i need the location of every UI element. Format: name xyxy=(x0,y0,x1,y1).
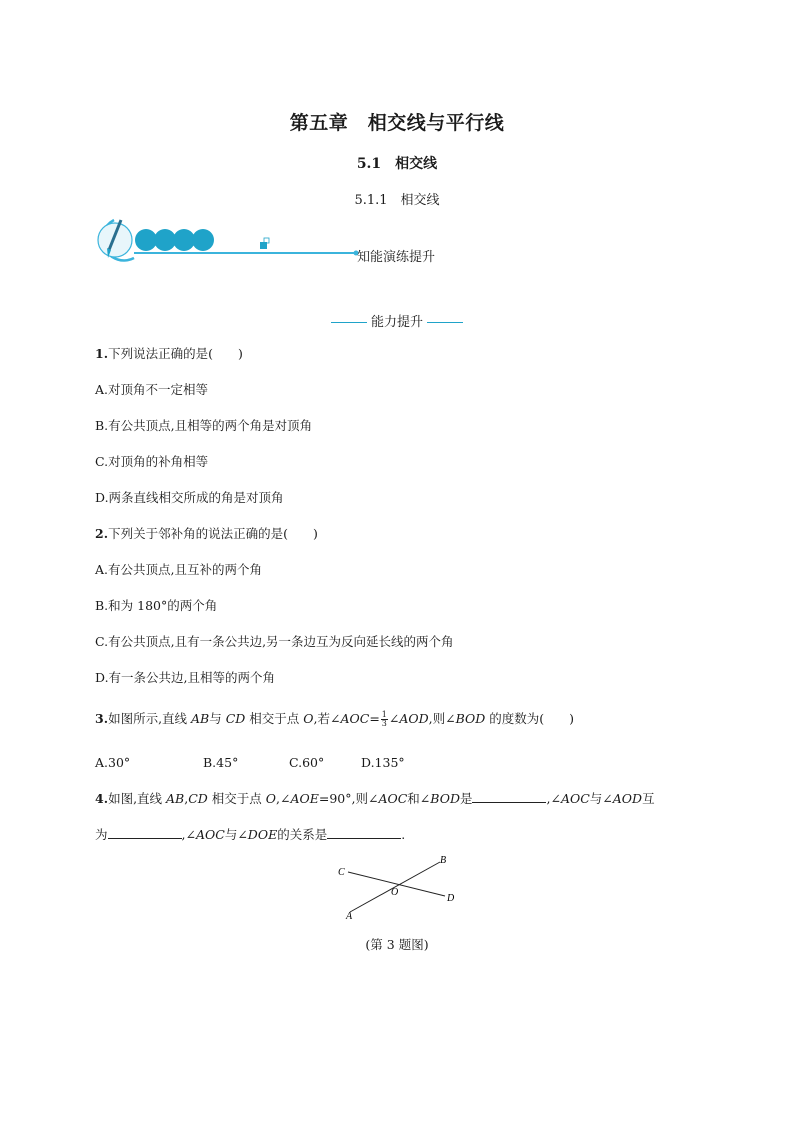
q3-option-a: A.30° xyxy=(95,755,131,770)
heading-line-left xyxy=(331,322,367,323)
label-c: C xyxy=(338,867,345,878)
q2-option-a: A.有公共顶点,且互补的两个角 xyxy=(95,562,262,577)
question-1: 1.下列说法正确的是( ) xyxy=(95,346,243,361)
q2-option-d: D.有一条公共边,且相等的两个角 xyxy=(95,670,276,685)
chapter-title: 第五章 相交线与平行线 xyxy=(289,112,505,134)
label-a: A xyxy=(346,911,353,922)
heading-line-right xyxy=(427,322,463,323)
squares-icon xyxy=(260,238,269,249)
label-o: O xyxy=(391,887,399,898)
answer-blank-2[interactable] xyxy=(108,826,182,839)
question-4-line-1: 4.如图,直线 AB,CD 相交于点 O,∠AOE=90°,则∠AOC和∠BOD是 ,∠AOC与∠AOD互 xyxy=(95,791,655,806)
ability-label: 能力提升 xyxy=(370,315,423,330)
q1-option-b: B.有公共顶点,且相等的两个角是对顶角 xyxy=(95,418,313,433)
question-3: 3.如图所示,直线 AB与 CD 相交于点 O,若∠AOC= $\frac{1}{3}$ ∠AOD,则∠BOD 的度数为( ) xyxy=(95,710,575,728)
section-title: 5.1 相交线 xyxy=(356,156,438,172)
fraction-one-third: $\frac{1}{3}$ xyxy=(381,710,387,728)
q3-option-d: D.135° xyxy=(361,755,405,770)
question-2: 2.下列关于邻补角的说法正确的是( ) xyxy=(95,526,318,541)
intersecting-lines-figure xyxy=(330,853,465,923)
answer-blank-1[interactable] xyxy=(472,790,546,803)
banner-text: 知能演练提升 xyxy=(357,250,436,265)
q3-option-b: B.45° xyxy=(203,755,239,770)
question-4-line-2: 为 ,∠AOC与∠DOE的关系是 . xyxy=(95,827,406,842)
q2-option-c: C.有公共顶点,且有一条公共边,另一条边互为反向延长线的两个角 xyxy=(95,634,454,649)
label-b: B xyxy=(440,855,447,866)
q3-options xyxy=(95,754,405,772)
q3-option-c: C.60° xyxy=(289,755,325,770)
subsection-title: 5.1.1 相交线 xyxy=(354,193,440,208)
ability-heading xyxy=(0,311,794,330)
q2-option-b: B.和为 180°的两个角 xyxy=(95,598,218,613)
answer-blank-3[interactable] xyxy=(327,826,401,839)
q1-option-a: A.对顶角不一定相等 xyxy=(95,382,209,397)
q1-option-c: C.对顶角的补角相等 xyxy=(95,454,209,469)
q1-option-d: D.两条直线相交所成的角是对顶角 xyxy=(95,490,284,505)
figure-caption: (第 3 题图) xyxy=(365,937,429,952)
label-d: D xyxy=(447,893,455,904)
